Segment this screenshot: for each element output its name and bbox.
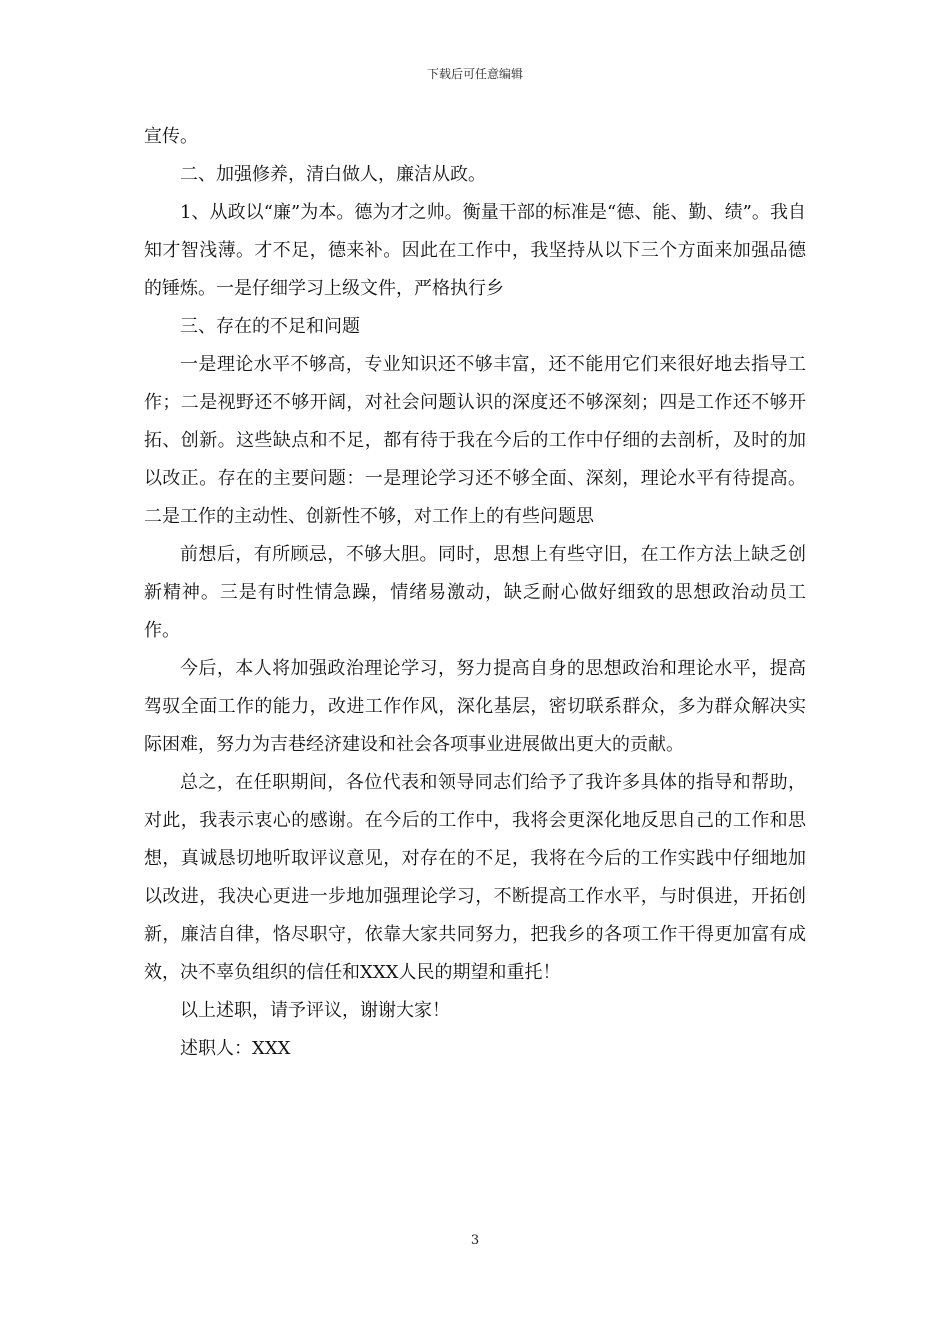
section-heading-2: 二、加强修养，清白做人，廉洁从政。 (180, 164, 486, 185)
document-body (144, 118, 806, 1068)
paragraph-summary: 总之，在任职期间，各位代表和领导同志们给予了我许多具体的指导和帮助，对此，我表示衷心的感谢。在今后的工作中，我将会更深化地反思自己的工作和思想，真诚恳切地听取评议意见，对存在的不足，我将在今后的工作实践中仔细地加以改进，我决心更进一步地加强理论学习，不断提高工作水平，与时俱进，开拓创新，廉洁自律，恪尽职守，依靠大家共同努力，把我乡的各项工作干得更加富有成效，决不辜负组织的信任和XXX人民的期望和重托！ (144, 772, 806, 983)
paragraph-future: 今后，本人将加强政治理论学习，努力提高自身的思想政治和理论水平，提高驾驭全面工作的能力，改进工作作风，深化基层，密切联系群众，多为群众解决实际困难，努力为吉巷经济建设和社会各项事业进展做出更大的贡献。 (144, 658, 806, 755)
paragraph-continuation: 宣传。 (144, 126, 198, 147)
paragraph-shortcomings-cont: 前想后，有所顾忌，不够大胆。同时，思想上有些守旧，在工作方法上缺乏创新精神。三是有时性情急躁，情绪易激动，缺乏耐心做好细致的思想政治动员工作。 (144, 544, 806, 641)
page-header-note: 下载后可任意编辑 (426, 67, 523, 81)
paragraph-closing: 以上述职，请予评议，谢谢大家！ (180, 1000, 450, 1021)
paragraph-shortcomings: 一是理论水平不够高，专业知识还不够丰富，还不能用它们来很好地去指导工作；二是视野还不够开阔，对社会问题认识的深度还不够深刻；四是工作还不够开拓、创新。这些缺点和不足，都有待于我在今后的工作中仔细的去剖析，及时的加以改正。存在的主要问题：一是理论学习还不够全面、深刻，理论水平有待提高。二是工作的主动性、创新性不够，对工作上的有些问题思 (144, 354, 806, 527)
paragraph-integrity: 1、从政以“廉”为本。德为才之帅。衡量干部的标准是“德、能、勤、绩”。我自知才智浅薄。才不足，德来补。因此在工作中，我坚持从以下三个方面来加强品德的锤炼。一是仔细学习上级文件，严格执行乡 (144, 202, 806, 299)
section-heading-3: 三、存在的不足和问题 (180, 316, 360, 337)
signature-line: 述职人：XXX (180, 1038, 291, 1059)
page-number: 3 (470, 1233, 480, 1248)
